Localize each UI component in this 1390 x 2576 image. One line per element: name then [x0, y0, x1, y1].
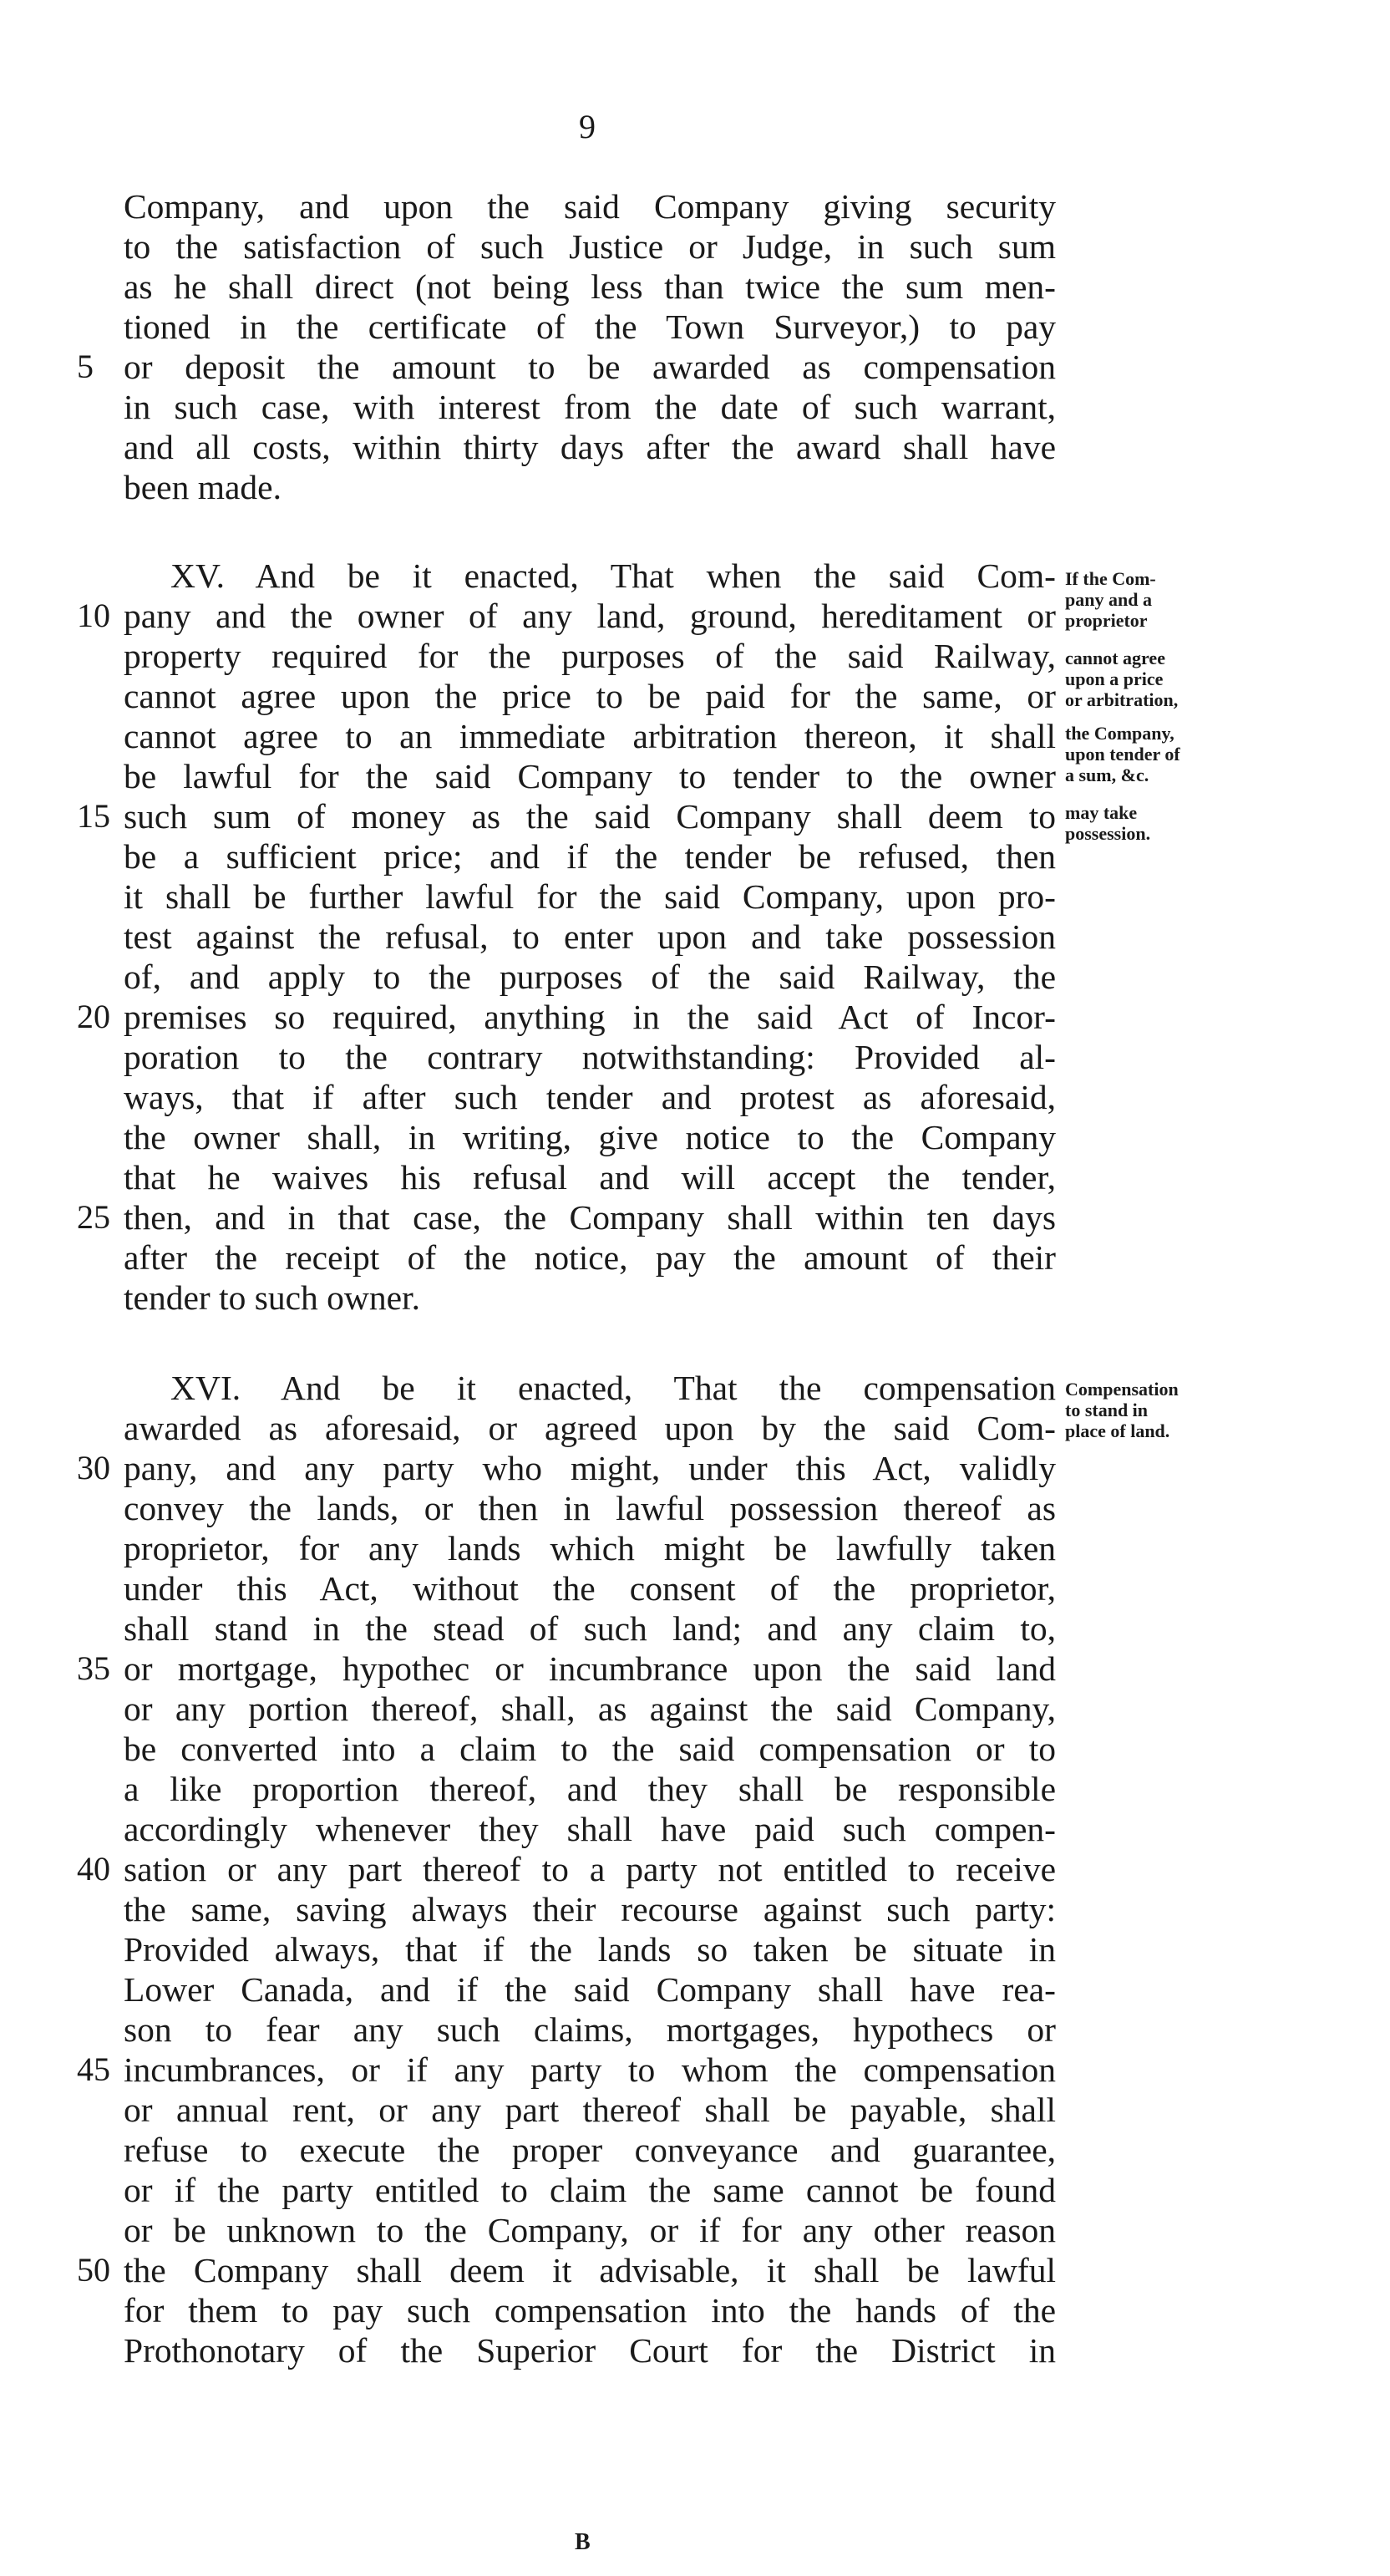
text-line: the same, saving always their recourse against such party:	[124, 1890, 1056, 1928]
margin-note-line: the Company,	[1065, 723, 1174, 744]
text-line: for them to pay such compensation into the hands of the	[124, 2291, 1056, 2330]
margin-note-line: may take	[1065, 802, 1138, 823]
text-line: be converted into a claim to the said compensation or to	[124, 1730, 1056, 1768]
text-line: test against the refusal, to enter upon and take possession	[124, 917, 1056, 956]
text-line: it shall be further lawful for the said Company, upon pro-	[124, 877, 1056, 916]
text-line: shall stand in the stead of such land; and any claim to,	[124, 1609, 1056, 1648]
text-line: property required for the purposes of the said Railway,	[124, 637, 1056, 675]
text-line: Provided always, that if the lands so taken be situate in	[124, 1930, 1056, 1969]
text-line: tioned in the certificate of the Town Surveyor,) to pay	[124, 307, 1056, 346]
text-line: or annual rent, or any part thereof shall be payable, shall	[124, 2091, 1056, 2129]
text-line: ways, that if after such tender and protest as aforesaid,	[124, 1078, 1056, 1116]
text-line: Prothonotary of the Superior Court for the District in	[124, 2331, 1056, 2370]
line-number: 45	[77, 2050, 110, 2088]
text-line: poration to the contrary notwithstanding: Provided al-	[124, 1038, 1056, 1076]
text-line: to the satisfaction of such Justice or Judge, in such sum	[124, 227, 1056, 266]
text-line: proprietor, for any lands which might be lawfully taken	[124, 1529, 1056, 1567]
text-line: awarded as aforesaid, or agreed upon by the said Com-	[124, 1409, 1056, 1447]
text-line: or mortgage, hypothec or incumbrance upon the said land	[124, 1649, 1056, 1688]
margin-note-line: upon tender of	[1065, 744, 1180, 765]
text-line: as he shall direct (not being less than twice the sum men-	[124, 267, 1056, 306]
margin-note-line: Compensation	[1065, 1379, 1179, 1400]
margin-note-line: to stand in	[1065, 1400, 1149, 1420]
text-line: incumbrances, or if any party to whom the compensation	[124, 2050, 1056, 2089]
text-line: or be unknown to the Company, or if for any other reason	[124, 2211, 1056, 2249]
text-line: under this Act, without the consent of the proprietor,	[124, 1569, 1056, 1608]
line-number: 35	[77, 1649, 110, 1687]
text-line: such sum of money as the said Company shall deem to	[124, 797, 1056, 836]
margin-note-line: or arbitration,	[1065, 689, 1179, 710]
signature-mark: B	[575, 2529, 591, 2555]
line-number: 30	[77, 1449, 110, 1486]
text-line: Company, and upon the said Company giving security	[124, 187, 1056, 226]
text-line: pany, and any party who might, under this Act, validly	[124, 1449, 1056, 1487]
text-line: tender to such owner.	[124, 1278, 420, 1317]
page-number: 9	[579, 108, 596, 145]
line-number: 25	[77, 1198, 110, 1236]
margin-note-line: a sum, &c.	[1065, 765, 1149, 785]
line-number: 50	[77, 2251, 110, 2289]
text-line: in such case, with interest from the date of such warrant,	[124, 388, 1056, 426]
text-line: pany and the owner of any land, ground, hereditament or	[124, 597, 1056, 635]
line-number: 5	[77, 348, 94, 385]
text-line: cannot agree upon the price to be paid for the same, or	[124, 677, 1056, 715]
text-line: of, and apply to the purposes of the said Railway, the	[124, 958, 1056, 996]
margin-note-line: cannot agree	[1065, 648, 1165, 668]
margin-note-line: If the Com-	[1065, 568, 1156, 589]
text-line: and all costs, within thirty days after the award shall have	[124, 428, 1056, 466]
margin-note-line: upon a price	[1065, 668, 1164, 689]
text-line: cannot agree to an immediate arbitration thereon, it shall	[124, 717, 1056, 755]
margin-note-line: place of land.	[1065, 1420, 1170, 1441]
text-line: been made.	[124, 468, 282, 506]
text-line: a like proportion thereof, and they shall be responsible	[124, 1770, 1056, 1808]
text-line: son to fear any such claims, mortgages, hypothecs or	[124, 2010, 1056, 2049]
text-line: accordingly whenever they shall have paid such compen-	[124, 1810, 1056, 1848]
text-line: then, and in that case, the Company shall within ten days	[124, 1198, 1056, 1237]
line-number: 40	[77, 1850, 110, 1888]
line-number: 10	[77, 597, 110, 634]
text-line: the Company shall deem it advisable, it shall be lawful	[124, 2251, 1056, 2289]
section-xvi-heading-line: XVI. And be it enacted, That the compensation	[170, 1369, 1056, 1407]
text-line: sation or any part thereof to a party not entitled to receive	[124, 1850, 1056, 1888]
text-line: or any portion thereof, shall, as against the said Company,	[124, 1689, 1056, 1728]
section-xv-heading-line: XV. And be it enacted, That when the said Com-	[170, 556, 1056, 595]
margin-note-line: pany and a	[1065, 589, 1152, 610]
text-line: Lower Canada, and if the said Company shall have rea-	[124, 1970, 1056, 2009]
text-line: refuse to execute the proper conveyance and guarantee,	[124, 2131, 1056, 2169]
text-line: that he waives his refusal and will accept the tender,	[124, 1158, 1056, 1197]
text-line: the owner shall, in writing, give notice to the Company	[124, 1118, 1056, 1156]
text-line: be a sufficient price; and if the tender be refused, then	[124, 837, 1056, 876]
text-line: or deposit the amount to be awarded as compensation	[124, 348, 1056, 386]
text-line: after the receipt of the notice, pay the amount of their	[124, 1238, 1056, 1277]
line-number: 20	[77, 998, 110, 1035]
line-number: 15	[77, 797, 110, 835]
text-line: convey the lands, or then in lawful possession thereof as	[124, 1489, 1056, 1527]
text-line: be lawful for the said Company to tender to the owner	[124, 757, 1056, 795]
margin-note-line: proprietor	[1065, 610, 1148, 631]
margin-note-line: possession.	[1065, 823, 1151, 844]
text-line: premises so required, anything in the said Act of Incor-	[124, 998, 1056, 1036]
text-line: or if the party entitled to claim the same cannot be found	[124, 2171, 1056, 2209]
